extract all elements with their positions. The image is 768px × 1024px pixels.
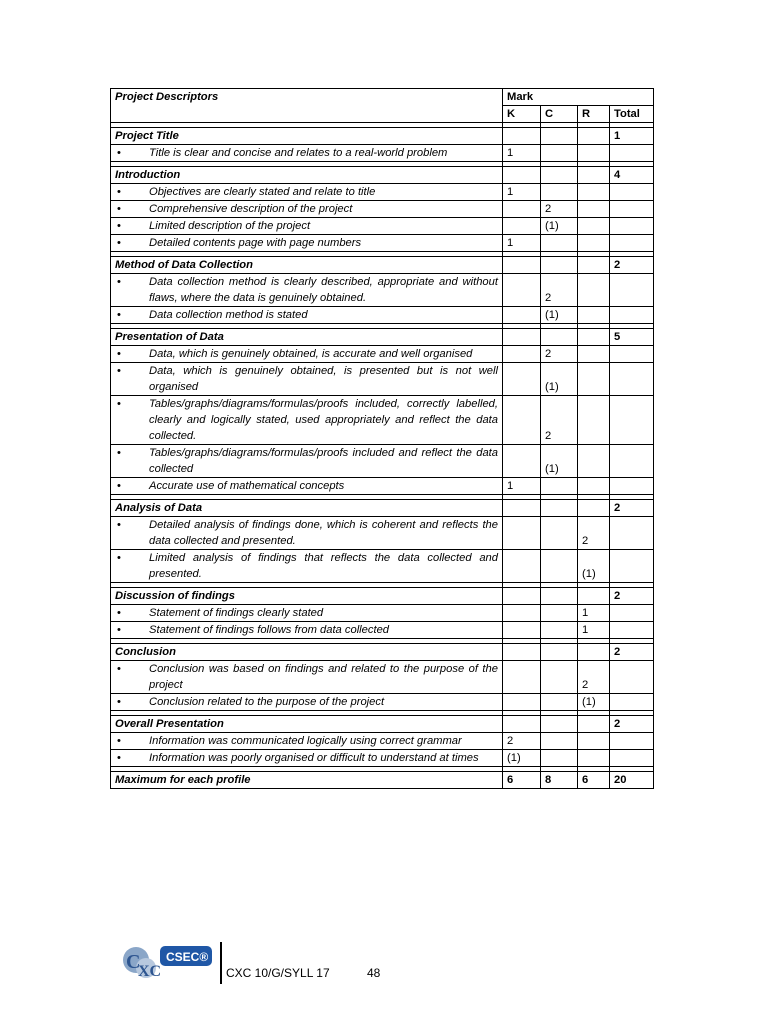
section-row [111,167,654,184]
section-title: Introduction [111,167,503,184]
mark-c [541,622,578,639]
mark-c [541,478,578,495]
descriptor [115,201,498,217]
section-title: Overall Presentation [111,716,503,733]
descriptor-text: Information was poorly organised or difficult to understand at times [149,752,479,764]
descriptor-cell [111,550,503,583]
mark-c: (1) [541,363,578,396]
table-row [111,605,654,622]
table-row [111,694,654,711]
mark-r [578,363,610,396]
mark-k [503,346,541,363]
mark-r: (1) [578,694,610,711]
mark-r [578,644,610,661]
mark-total [610,184,654,201]
header-r: R [578,106,610,123]
marking-scheme-table [110,88,654,789]
mark-k: 1 [503,478,541,495]
mark-r [578,396,610,445]
mark-r [578,257,610,274]
mark-k: (1) [503,750,541,767]
descriptor-cell [111,218,503,235]
mark-k [503,661,541,694]
bullet-icon: • [117,480,121,492]
page-number: 48 [367,966,381,980]
table-row [111,145,654,162]
mark-c [541,257,578,274]
descriptor [115,517,498,549]
descriptor-text: Limited description of the project [149,220,311,232]
mark-k: 1 [503,184,541,201]
mark-r [578,445,610,478]
mark-r [578,274,610,307]
section-title: Project Title [111,128,503,145]
mark-k [503,588,541,605]
mark-k [503,257,541,274]
section-total: 4 [610,167,654,184]
descriptor [115,307,498,323]
mark-c [541,184,578,201]
mark-k [503,329,541,346]
mark-k [503,396,541,445]
bullet-icon: • [117,624,121,636]
mark-r [578,235,610,252]
mark-c [541,167,578,184]
mark-r [578,478,610,495]
descriptor-text: Objectives are clearly stated and relate to title [149,186,376,198]
bullet-icon: • [117,348,121,360]
svg-text:C: C [126,951,141,973]
mark-total [610,478,654,495]
descriptor-text: Tables/graphs/diagrams/formulas/proofs included and reflect the data collected [149,447,498,475]
mark-r [578,145,610,162]
mark-k [503,128,541,145]
mark-c [541,644,578,661]
header-k: K [503,106,541,123]
mark-total [610,218,654,235]
descriptor-text: Information was communicated logically using correct grammar [149,735,462,747]
descriptor-cell [111,363,503,396]
table-row [111,274,654,307]
bullet-icon: • [117,752,121,764]
descriptor-text: Data, which is genuinely obtained, is presented but is not well organised [149,365,498,393]
descriptor-cell [111,694,503,711]
mark-total [610,346,654,363]
section-row [111,128,654,145]
mark-k [503,167,541,184]
descriptor-text: Detailed contents page with page numbers [149,237,362,249]
mark-k [503,201,541,218]
mark-c [541,605,578,622]
header-c: C [541,106,578,123]
mark-k [503,550,541,583]
section-title: Conclusion [111,644,503,661]
maximum-r: 6 [578,772,610,789]
mark-total [610,550,654,583]
mark-c: 2 [541,396,578,445]
descriptor-cell [111,661,503,694]
mark-c [541,500,578,517]
mark-r [578,500,610,517]
mark-r: 2 [578,517,610,550]
mark-c: 2 [541,274,578,307]
mark-r: 1 [578,622,610,639]
descriptor-cell [111,307,503,324]
descriptor-text: Conclusion related to the purpose of the project [149,696,385,708]
bullet-icon: • [117,447,121,459]
mark-r [578,588,610,605]
descriptor [115,478,498,494]
mark-k: 1 [503,145,541,162]
table-header-row-1 [111,89,654,106]
descriptor-cell [111,733,503,750]
section-total: 2 [610,644,654,661]
mark-c [541,128,578,145]
descriptor-text: Conclusion was based on findings and related to the purpose of the project [149,663,498,691]
section-total: 2 [610,588,654,605]
bullet-icon: • [117,552,121,564]
bullet-icon: • [117,309,121,321]
bullet-icon: • [117,735,121,747]
section-row [111,329,654,346]
table-row [111,550,654,583]
section-total: 2 [610,500,654,517]
mark-k [503,716,541,733]
mark-k [503,605,541,622]
descriptor [115,218,498,234]
mark-r [578,201,610,218]
descriptor-text: Title is clear and concise and relates to a real-world problem [149,147,448,159]
descriptor-text: Limited analysis of findings that reflects the data collected and presented. [149,552,498,580]
table-row [111,218,654,235]
descriptor-cell [111,184,503,201]
descriptor-cell [111,145,503,162]
descriptor-cell [111,517,503,550]
table-row [111,478,654,495]
mark-total [610,622,654,639]
descriptor [115,550,498,582]
descriptor-text: Accurate use of mathematical concepts [149,480,345,492]
section-total: 2 [610,716,654,733]
page-footer [120,938,520,988]
section-total: 2 [610,257,654,274]
descriptor [115,605,498,621]
footer-divider [220,942,222,984]
descriptor [115,346,498,362]
mark-total [610,396,654,445]
section-title: Discussion of findings [111,588,503,605]
descriptor-cell [111,346,503,363]
mark-r [578,329,610,346]
descriptor-text: Statement of findings follows from data collected [149,624,390,636]
table-row [111,235,654,252]
descriptor-text: Data, which is genuinely obtained, is accurate and well organised [149,348,473,360]
mark-r: 1 [578,605,610,622]
mark-total [610,750,654,767]
mark-total [610,733,654,750]
descriptor [115,661,498,693]
mark-total [610,517,654,550]
mark-total [610,661,654,694]
descriptor-text: Data collection method is stated [149,309,308,321]
descriptor-text: Statement of findings clearly stated [149,607,324,619]
table-row [111,346,654,363]
mark-total [610,235,654,252]
mark-total [610,145,654,162]
mark-k [503,500,541,517]
bullet-icon: • [117,663,121,675]
descriptor [115,445,498,477]
section-total: 1 [610,128,654,145]
mark-r [578,128,610,145]
descriptor [115,622,498,638]
mark-r [578,307,610,324]
descriptor [115,363,498,395]
descriptor-cell [111,622,503,639]
descriptor-cell [111,274,503,307]
descriptor [115,274,498,306]
bullet-icon: • [117,220,121,232]
mark-c [541,588,578,605]
mark-r [578,750,610,767]
table-row [111,661,654,694]
mark-k [503,307,541,324]
mark-c: (1) [541,218,578,235]
cxc-csec-logo [120,938,216,984]
bullet-icon: • [117,147,121,159]
header-project-descriptors: Project Descriptors [111,89,503,123]
descriptor-cell [111,478,503,495]
mark-k [503,517,541,550]
header-total: Total [610,106,654,123]
section-row [111,500,654,517]
descriptor [115,184,498,200]
descriptor-cell [111,750,503,767]
mark-total [610,274,654,307]
table-row [111,307,654,324]
maximum-k: 6 [503,772,541,789]
section-row [111,257,654,274]
descriptor [115,750,498,766]
mark-k [503,445,541,478]
header-mark: Mark [503,89,654,106]
mark-k [503,644,541,661]
bullet-icon: • [117,365,121,377]
section-title: Analysis of Data [111,500,503,517]
logo-text: CSEC® [166,950,209,964]
bullet-icon: • [117,276,121,288]
descriptor-text: Tables/graphs/diagrams/formulas/proofs included, correctly labelled, clearly and logically stated, used appropriately and reflect the data collected. [149,398,498,442]
bullet-icon: • [117,519,121,531]
descriptor-text: Detailed analysis of findings done, which is coherent and reflects the data collected and presented. [149,519,498,547]
table-row [111,733,654,750]
bullet-icon: • [117,186,121,198]
table-row [111,445,654,478]
mark-c: 2 [541,201,578,218]
section-row [111,716,654,733]
descriptor [115,733,498,749]
mark-c [541,145,578,162]
descriptor-cell [111,605,503,622]
section-title: Method of Data Collection [111,257,503,274]
bullet-icon: • [117,203,121,215]
table-row [111,622,654,639]
mark-k [503,218,541,235]
mark-total [610,605,654,622]
section-title: Presentation of Data [111,329,503,346]
mark-c: (1) [541,307,578,324]
descriptor [115,235,498,251]
table-row [111,363,654,396]
section-row [111,644,654,661]
descriptor-cell [111,445,503,478]
mark-c [541,694,578,711]
descriptor [115,396,498,444]
section-row [111,588,654,605]
descriptor-text: Data collection method is clearly described, appropriate and without flaws, where the data is genuinely obtained. [149,276,498,304]
mark-c [541,661,578,694]
mark-k [503,694,541,711]
section-total: 5 [610,329,654,346]
table-row [111,201,654,218]
svg-text:XC: XC [138,963,162,980]
mark-r [578,733,610,750]
descriptor-cell [111,235,503,252]
mark-total [610,201,654,218]
mark-c [541,517,578,550]
mark-r [578,218,610,235]
maximum-c: 8 [541,772,578,789]
mark-c [541,733,578,750]
mark-c [541,550,578,583]
descriptor-text: Comprehensive description of the project [149,203,353,215]
mark-r [578,184,610,201]
table-row [111,517,654,550]
mark-k [503,622,541,639]
mark-r [578,346,610,363]
mark-c [541,716,578,733]
mark-k: 1 [503,235,541,252]
mark-k [503,363,541,396]
bullet-icon: • [117,237,121,249]
mark-r [578,716,610,733]
maximum-label: Maximum for each profile [111,772,503,789]
mark-c: (1) [541,445,578,478]
bullet-icon: • [117,696,121,708]
mark-r: (1) [578,550,610,583]
mark-c [541,329,578,346]
maximum-row [111,772,654,789]
mark-c [541,750,578,767]
bullet-icon: • [117,607,121,619]
mark-r [578,167,610,184]
descriptor-cell [111,201,503,218]
descriptor [115,145,498,161]
table-row [111,750,654,767]
mark-total [610,445,654,478]
mark-c: 2 [541,346,578,363]
mark-r: 2 [578,661,610,694]
table-row [111,184,654,201]
mark-total [610,694,654,711]
table-row [111,396,654,445]
mark-total [610,307,654,324]
descriptor-cell [111,396,503,445]
maximum-total: 20 [610,772,654,789]
descriptor [115,694,498,710]
mark-k [503,274,541,307]
mark-k: 2 [503,733,541,750]
mark-total [610,363,654,396]
syllabus-code: CXC 10/G/SYLL 17 [226,966,330,980]
mark-c [541,235,578,252]
bullet-icon: • [117,398,121,410]
